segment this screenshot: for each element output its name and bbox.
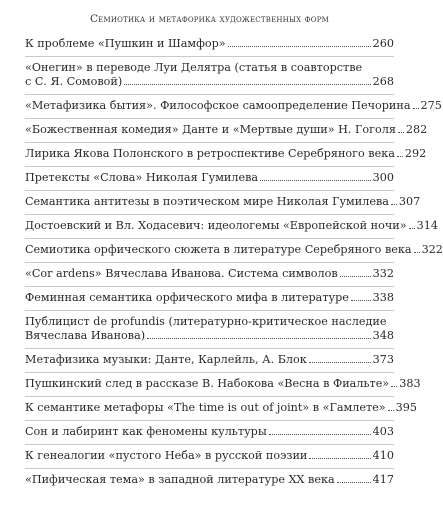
toc-entry bbox=[25, 123, 428, 137]
divider bbox=[25, 166, 394, 167]
page-number: 332 bbox=[372, 267, 394, 280]
dot-leader bbox=[388, 410, 394, 411]
page-number: 275 bbox=[420, 99, 442, 112]
dot-leader bbox=[398, 132, 404, 133]
divider bbox=[25, 214, 394, 215]
dot-leader bbox=[397, 156, 403, 157]
page-number: 322 bbox=[421, 243, 443, 256]
entry-title: Феминная семантика орфического мифа в литературе bbox=[25, 291, 349, 304]
divider bbox=[25, 142, 394, 143]
dot-leader bbox=[414, 252, 420, 253]
running-head: Семиотика и метафорика художественных форм bbox=[89, 13, 330, 25]
toc-entry bbox=[25, 401, 417, 415]
page-number: 314 bbox=[416, 219, 438, 232]
dot-leader bbox=[340, 276, 371, 277]
toc-entry bbox=[25, 243, 443, 257]
entry-title-first-line: Публицист de profundis (литературно-критическое наследие bbox=[25, 315, 387, 328]
divider bbox=[25, 56, 394, 57]
entry-title: с С. Я. Сомовой) bbox=[25, 75, 123, 88]
dot-leader bbox=[309, 362, 371, 363]
toc-entry bbox=[25, 99, 442, 113]
entry-title: «Божественная комедия» Данте и «Мертвые души» Н. Гоголя bbox=[25, 123, 396, 136]
dot-leader bbox=[228, 46, 371, 47]
entry-title: Семантика антитезы в поэтическом мире Николая Гумилева bbox=[25, 195, 389, 208]
entry-title: «Метафизика бытия». Философское самоопределение Печорина bbox=[25, 99, 411, 112]
dot-leader bbox=[147, 338, 371, 339]
entry-title: Лирика Якова Полонского в ретроспективе Серебряного века bbox=[25, 147, 395, 160]
entry-title: Сон и лабиринт как феномены культуры bbox=[25, 425, 267, 438]
page-number: 300 bbox=[372, 171, 394, 184]
toc-entry bbox=[25, 267, 394, 281]
page-number: 338 bbox=[372, 291, 394, 304]
entry-title: Пушкинский след в рассказе В. Набокова «Весна в Фиальте» bbox=[25, 377, 390, 390]
page-number: 268 bbox=[372, 75, 394, 88]
toc-entry bbox=[25, 449, 394, 463]
dot-leader bbox=[260, 180, 371, 181]
toc-entry bbox=[25, 171, 394, 185]
page-number: 383 bbox=[399, 377, 421, 390]
page-number: 373 bbox=[372, 353, 394, 366]
dot-leader bbox=[269, 434, 371, 435]
page-number: 348 bbox=[372, 329, 394, 342]
dot-leader bbox=[409, 228, 415, 229]
page-number: 307 bbox=[398, 195, 421, 208]
divider bbox=[25, 468, 394, 469]
entry-title: Метафизика музыки: Данте, Карлейль, А. Блок bbox=[25, 353, 307, 366]
divider bbox=[25, 262, 394, 263]
toc-entry bbox=[25, 219, 438, 233]
entry-title: «Пифическая тема» в западной литературе XX века bbox=[25, 473, 335, 486]
toc-entry bbox=[25, 147, 427, 161]
toc-entry bbox=[25, 315, 394, 343]
toc-entry bbox=[25, 61, 394, 89]
entry-title: Вячеслава Иванова) bbox=[25, 329, 146, 342]
divider bbox=[25, 420, 394, 421]
page-number: 292 bbox=[404, 147, 427, 160]
page-number: 417 bbox=[372, 473, 394, 486]
entry-title: К семантике метафоры «The time is out of joint» в «Гамлете» bbox=[25, 401, 386, 414]
entry-title: К генеалогии «пустого Неба» в русской поэзии bbox=[25, 449, 308, 462]
dot-leader bbox=[309, 458, 370, 459]
toc-entry bbox=[25, 291, 394, 305]
divider bbox=[25, 444, 394, 445]
entry-title: Претексты «Слова» Николая Гумилева bbox=[25, 171, 259, 184]
entry-title: Достоевский и Вл. Ходасевич: идеологемы «Европейской ночи» bbox=[25, 219, 407, 232]
page-number: 395 bbox=[395, 401, 417, 414]
table-of-contents bbox=[25, 37, 443, 487]
divider bbox=[25, 348, 394, 349]
entry-title: Семиотика орфического сюжета в литературе Серебряного века bbox=[25, 243, 412, 256]
divider bbox=[25, 190, 394, 191]
dot-leader bbox=[391, 386, 397, 387]
toc-entry bbox=[25, 425, 394, 439]
page-number: 403 bbox=[372, 425, 394, 438]
divider bbox=[25, 310, 394, 311]
divider bbox=[25, 118, 394, 119]
divider bbox=[25, 372, 394, 373]
toc-entry bbox=[25, 473, 394, 487]
page-number: 410 bbox=[372, 449, 394, 462]
dot-leader bbox=[351, 300, 371, 301]
toc-entry bbox=[25, 195, 421, 209]
entry-title: К проблеме «Пушкин и Шамфор» bbox=[25, 37, 226, 50]
dot-leader bbox=[391, 204, 397, 205]
toc-entry bbox=[25, 353, 394, 367]
divider bbox=[25, 396, 394, 397]
divider bbox=[25, 94, 394, 95]
page-number: 282 bbox=[405, 123, 428, 136]
divider bbox=[25, 238, 394, 239]
dot-leader bbox=[413, 108, 419, 109]
dot-leader bbox=[124, 84, 370, 85]
divider bbox=[25, 286, 394, 287]
page-number: 260 bbox=[372, 37, 394, 50]
toc-entry bbox=[25, 377, 421, 391]
toc-entry bbox=[25, 37, 394, 51]
entry-title: «Cor ardens» Вячеслава Иванова. Система символов bbox=[25, 267, 338, 280]
entry-title-first-line: «Онегин» в переводе Луи Делятра (статья в соавторстве bbox=[25, 61, 363, 74]
dot-leader bbox=[337, 482, 371, 483]
